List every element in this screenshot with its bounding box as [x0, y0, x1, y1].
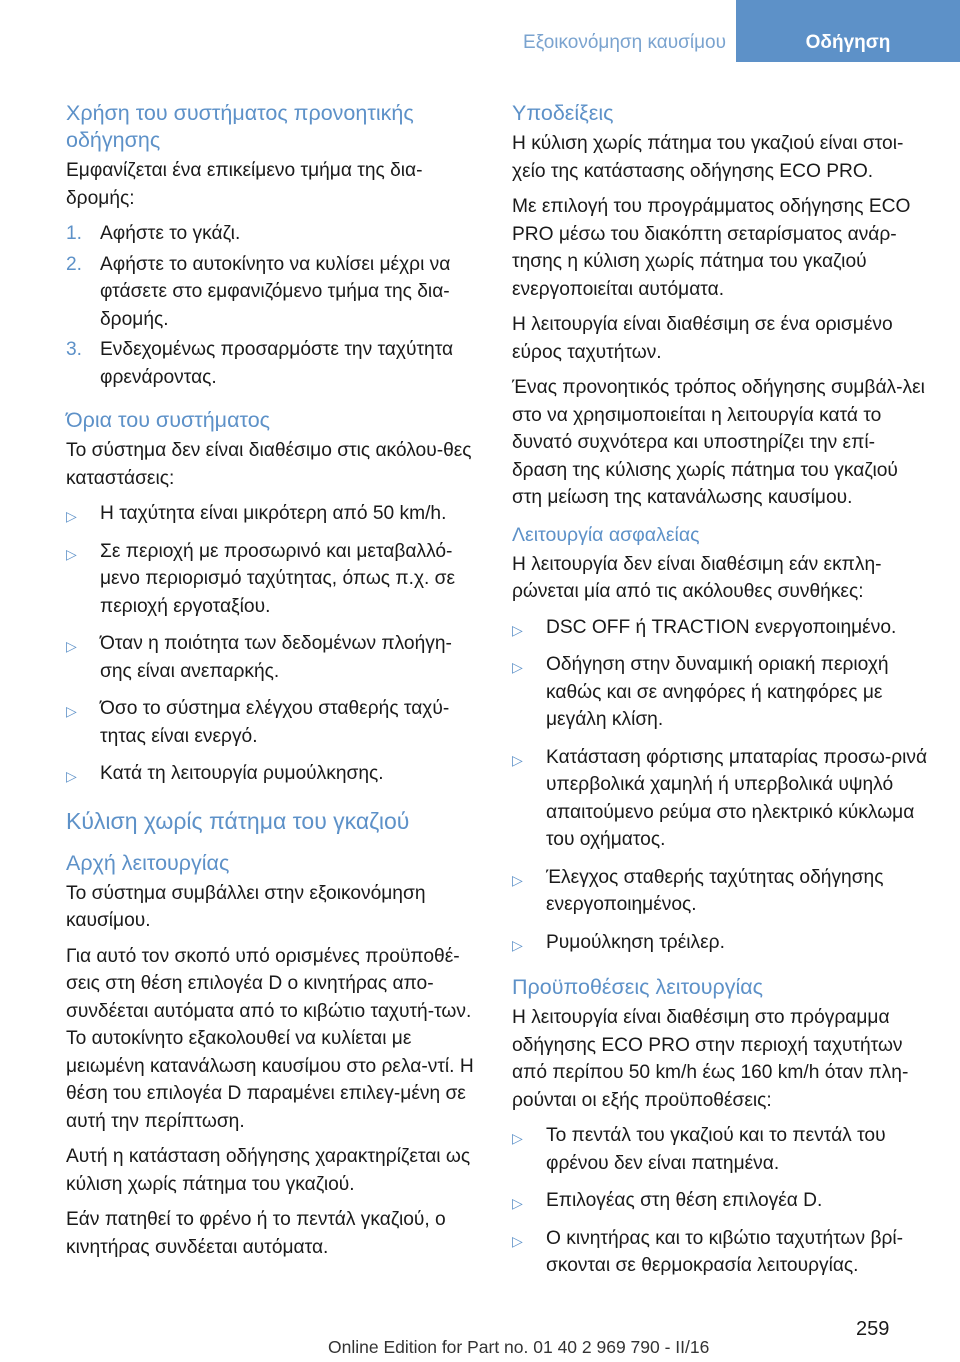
step-number: 3.	[66, 339, 83, 360]
list-item	[66, 251, 478, 334]
list-item	[512, 1187, 928, 1215]
list-item-text: Ρυμούλκηση τρέιλερ.	[546, 931, 725, 953]
safety-intro: Η λειτουργία δεν είναι διαθέσιμη εάν εκπλη-ρώνεται μία από τις ακόλουθες συνθήκες:	[512, 553, 882, 602]
heading-notes: Υποδείξεις	[512, 101, 614, 125]
list-item-text: Επιλογέας στη θέση επιλογέα D.	[546, 1190, 823, 1211]
list-item	[66, 336, 478, 391]
triangle-bullet-icon: ▷	[66, 638, 77, 654]
triangle-bullet-icon: ▷	[66, 508, 77, 524]
requirements-list	[512, 1122, 928, 1280]
safety-list	[512, 614, 928, 957]
triangle-bullet-icon: ▷	[512, 936, 523, 953]
list-item	[66, 500, 478, 528]
list-item	[512, 929, 928, 957]
page-number: 259	[856, 1318, 890, 1340]
list-item	[66, 220, 478, 248]
list-item-text: Σε περιοχή με προσωρινό και μεταβαλλό-μενο περιορισμό ταχύτητας, όπως π.χ. σε περιοχή εργοταξίου.	[100, 540, 456, 617]
right-column	[512, 100, 928, 1298]
paragraph: Η κύλιση χωρίς πάτημα του γκαζιού είναι στοι-χείο της κατάστασης οδήγησης ECO PRO.	[512, 133, 904, 182]
step-text: Αφήστε το γκάζι.	[100, 223, 241, 244]
triangle-bullet-icon: ▷	[512, 1232, 523, 1249]
triangle-bullet-icon: ▷	[512, 1130, 523, 1146]
list-item-text: DSC OFF ή TRACTION ενεργοποιημένο.	[546, 616, 897, 638]
list-item-text: Όταν η ποιότητα των δεδομένων πλοήγη-σης είναι ανεπαρκής.	[100, 633, 452, 682]
heading-safety-function: Λειτουργία ασφαλείας	[512, 523, 700, 546]
paragraph: Εάν πατηθεί το φρένο ή το πεντάλ γκαζιού, ο κινητήρας συνδέεται αυτόματα.	[66, 1209, 446, 1258]
paragraph: Για αυτό τον σκοπό υπό ορισμένες προϋποθέ-σεις στη θέση επιλογέα D ο κινητήρας απο-συνδέεται αυτόματα από το κιβώτιο ταχυτή-των. Το αυτοκίνητο εξακολουθεί να κυλίεται με μειωμένη κατανάλωση καυσίμου στο ρελα-ντί. Η θέση του επιλογέα D παραμένει επιλεγ-μένη σε αυτή την περίπτωση.	[66, 945, 474, 1132]
triangle-bullet-icon: ▷	[512, 659, 523, 675]
triangle-bullet-icon: ▷	[512, 621, 523, 638]
list-item	[66, 630, 478, 685]
heading-system-limits: Όρια του συστήματος	[66, 408, 271, 432]
list-item	[66, 695, 478, 750]
triangle-bullet-icon: ▷	[512, 1195, 523, 1211]
list-item-text: Κατά τη λειτουργία ρυμούλκησης.	[100, 763, 384, 784]
list-item-text: Το πεντάλ του γκαζιού και το πεντάλ του φρένου δεν είναι πατημένα.	[546, 1125, 886, 1174]
paragraph: Με επιλογή του προγράμματος οδήγησης ECO PRO μέσω του διακόπτη σεταρίσματος ανάρ-τησης η κύλιση χωρίς πάτημα του γκαζιού ενεργοποιείται αυτόματα.	[512, 196, 911, 300]
page-header	[0, 0, 960, 62]
step-text: Αφήστε το αυτοκίνητο να κυλίσει μέχρι να φτάσετε στο εμφανιζόμενο τμήμα της δια-δρομής.	[100, 253, 451, 330]
heading-coasting: Κύλιση χωρίς πάτημα του γκαζιού	[66, 807, 410, 834]
chapter-tab: Οδήγηση	[736, 0, 960, 62]
limits-list	[66, 500, 478, 788]
paragraph: Το σύστημα συμβάλλει στην εξοικονόμηση καυσίμου.	[66, 882, 426, 931]
heading-predictive-driving: Χρήση του συστήματος προνοητικής οδήγησης	[66, 101, 414, 152]
list-item-text: Όσο το σύστημα ελέγχου σταθερής ταχύ-τητας είναι ενεργό.	[100, 698, 450, 747]
section-title: Εξοικονόμηση καυσίμου	[523, 32, 726, 53]
list-item-text: Ο κινητήρας και το κιβώτιο ταχυτήτων βρί-σκονται σε θερμοκρασία λειτουργίας.	[546, 1227, 904, 1276]
list-item	[66, 538, 478, 621]
list-item	[66, 760, 478, 788]
list-item	[512, 1225, 928, 1280]
list-item	[512, 864, 928, 919]
limits-intro: Το σύστημα δεν είναι διαθέσιμο στις ακόλου-θες καταστάσεις:	[66, 440, 472, 489]
edition-footer: Online Edition for Part no. 01 40 2 969 790 - II/16	[328, 1337, 710, 1357]
triangle-bullet-icon: ▷	[66, 703, 77, 719]
intro-paragraph: Εμφανίζεται ένα επικείμενο τμήμα της δια-δρομής:	[66, 160, 423, 209]
heading-requirements: Προϋποθέσεις λειτουργίας	[512, 975, 764, 999]
step-number: 2.	[66, 253, 83, 275]
triangle-bullet-icon: ▷	[66, 545, 77, 562]
list-item	[512, 744, 928, 854]
list-item-text: Κατάσταση φόρτισης μπαταρίας προσω-ρινά υπερβολικά χαμηλή ή υπερβολικά υψηλό απαιτούμενο ρεύμα στο ηλεκτρικό κύκλωμα του οχήματος.	[546, 746, 928, 850]
list-item-text: Έλεγχος σταθερής ταχύτητας οδήγησης ενεργοποιημένος.	[546, 866, 884, 915]
paragraph: Η λειτουργία είναι διαθέσιμη σε ένα ορισμένο εύρος ταχυτήτων.	[512, 314, 893, 363]
triangle-bullet-icon: ▷	[512, 871, 523, 888]
paragraph: Αυτή η κατάσταση οδήγησης χαρακτηρίζεται ως κύλιση χωρίς πάτημα του γκαζιού.	[66, 1146, 471, 1195]
heading-principle: Αρχή λειτουργίας	[66, 850, 230, 875]
left-column	[66, 100, 478, 1269]
list-item	[512, 614, 928, 642]
triangle-bullet-icon: ▷	[66, 768, 77, 784]
step-text: Ενδεχομένως προσαρμόστε την ταχύτητα φρενάροντας.	[100, 339, 454, 388]
list-item-text: Οδήγηση στην δυναμική οριακή περιοχή καθώς και σε ανηφόρες ή κατηφόρες με μεγάλη κλίση.	[546, 654, 889, 730]
step-number: 1.	[66, 223, 83, 244]
triangle-bullet-icon: ▷	[512, 751, 523, 768]
requirements-intro: Η λειτουργία είναι διαθέσιμη στο πρόγραμμα οδήγησης ECO PRO στην περιοχή ταχυτήτων από περίπου 50 km/h έως 160 km/h όταν πλη-ρούνται οι εξής προϋποθέσεις:	[512, 1007, 909, 1111]
paragraph: Ένας προνοητικός τρόπος οδήγησης συμβάλ-λει στο να χρησιμοποιείται η λειτουργία κατά το δυνατό συχνότερα και υποστηρίζει την επί-δραση της κύλισης χωρίς πάτημα του γκαζιού στη μείωση της κατανάλωσης καυσίμου.	[512, 377, 925, 508]
list-item	[512, 651, 928, 734]
list-item-text: Η ταχύτητα είναι μικρότερη από 50 km/h.	[100, 503, 447, 524]
steps-list	[66, 220, 478, 391]
list-item	[512, 1122, 928, 1177]
